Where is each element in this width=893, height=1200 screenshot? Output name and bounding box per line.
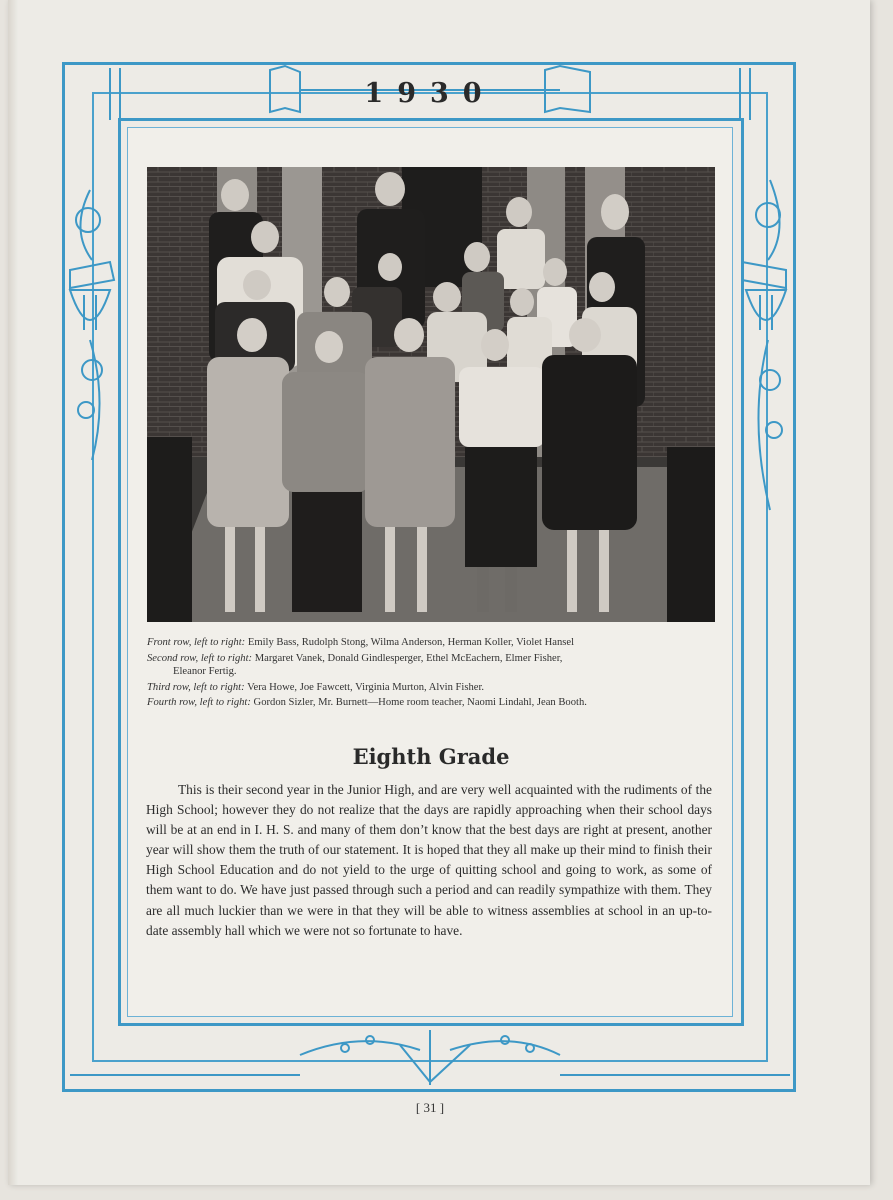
caption-fourth-row-names: Gordon Sizler, Mr. Burnett—Home room teacher, Naomi Lindahl, Jean Booth. [253,697,587,708]
yearbook-year: 1930 [364,78,496,109]
caption-second-row-names-cont: Eleanor Fertig. [173,666,237,677]
class-photo-image [147,167,715,622]
article-paragraph: This is their second year in the Junior High, and are very well acquainted with the rudiments of the High School; however they do not realize that the days are rapidly approaching when their school days will be at an end in I. H. S. and many of them don’t know that the best days are right at present, another year will show them the truth of our statement. It is hoped that they all make up their mind to finish their High School Education and do not yield to the urge of quitting school and going to work, as some of them want to do. We have just passed through such a period and can readily sympathize with them. They are all much luckier than we were in that they will be able to witness assemblies at school in an up-to-date assembly hall which we were not so fortunate to have. [146,782,712,938]
caption-fourth-row-label: Fourth row, left to right: [147,697,251,708]
caption-front-row [147,636,717,650]
article-body [146,780,712,941]
caption-third-row-label: Third row, left to right: [147,681,245,693]
article-title: Eighth Grade [352,744,510,769]
caption-front-row-label: Front row, left to right: [147,637,246,648]
page-binding-edge [8,0,18,1185]
caption-second-row-label: Second row, left to right: [147,652,253,664]
photo-caption [147,636,717,712]
caption-third-row [147,681,717,695]
page-number: [ 31 ] [415,1100,445,1115]
caption-front-row-names: Emily Bass, Rudolph Stong, Wilma Anderson, Herman Koller, Violet Hansel [247,637,575,648]
caption-third-row-names: Vera Howe, Joe Fawcett, Virginia Murton, Alvin Fisher. [247,681,485,693]
caption-second-row [147,652,717,679]
class-photo [147,167,715,622]
caption-fourth-row [147,696,717,710]
caption-second-row-names: Margaret Vanek, Donald Gindlesperger, Ethel McEachern, Elmer Fisher, [254,652,563,664]
